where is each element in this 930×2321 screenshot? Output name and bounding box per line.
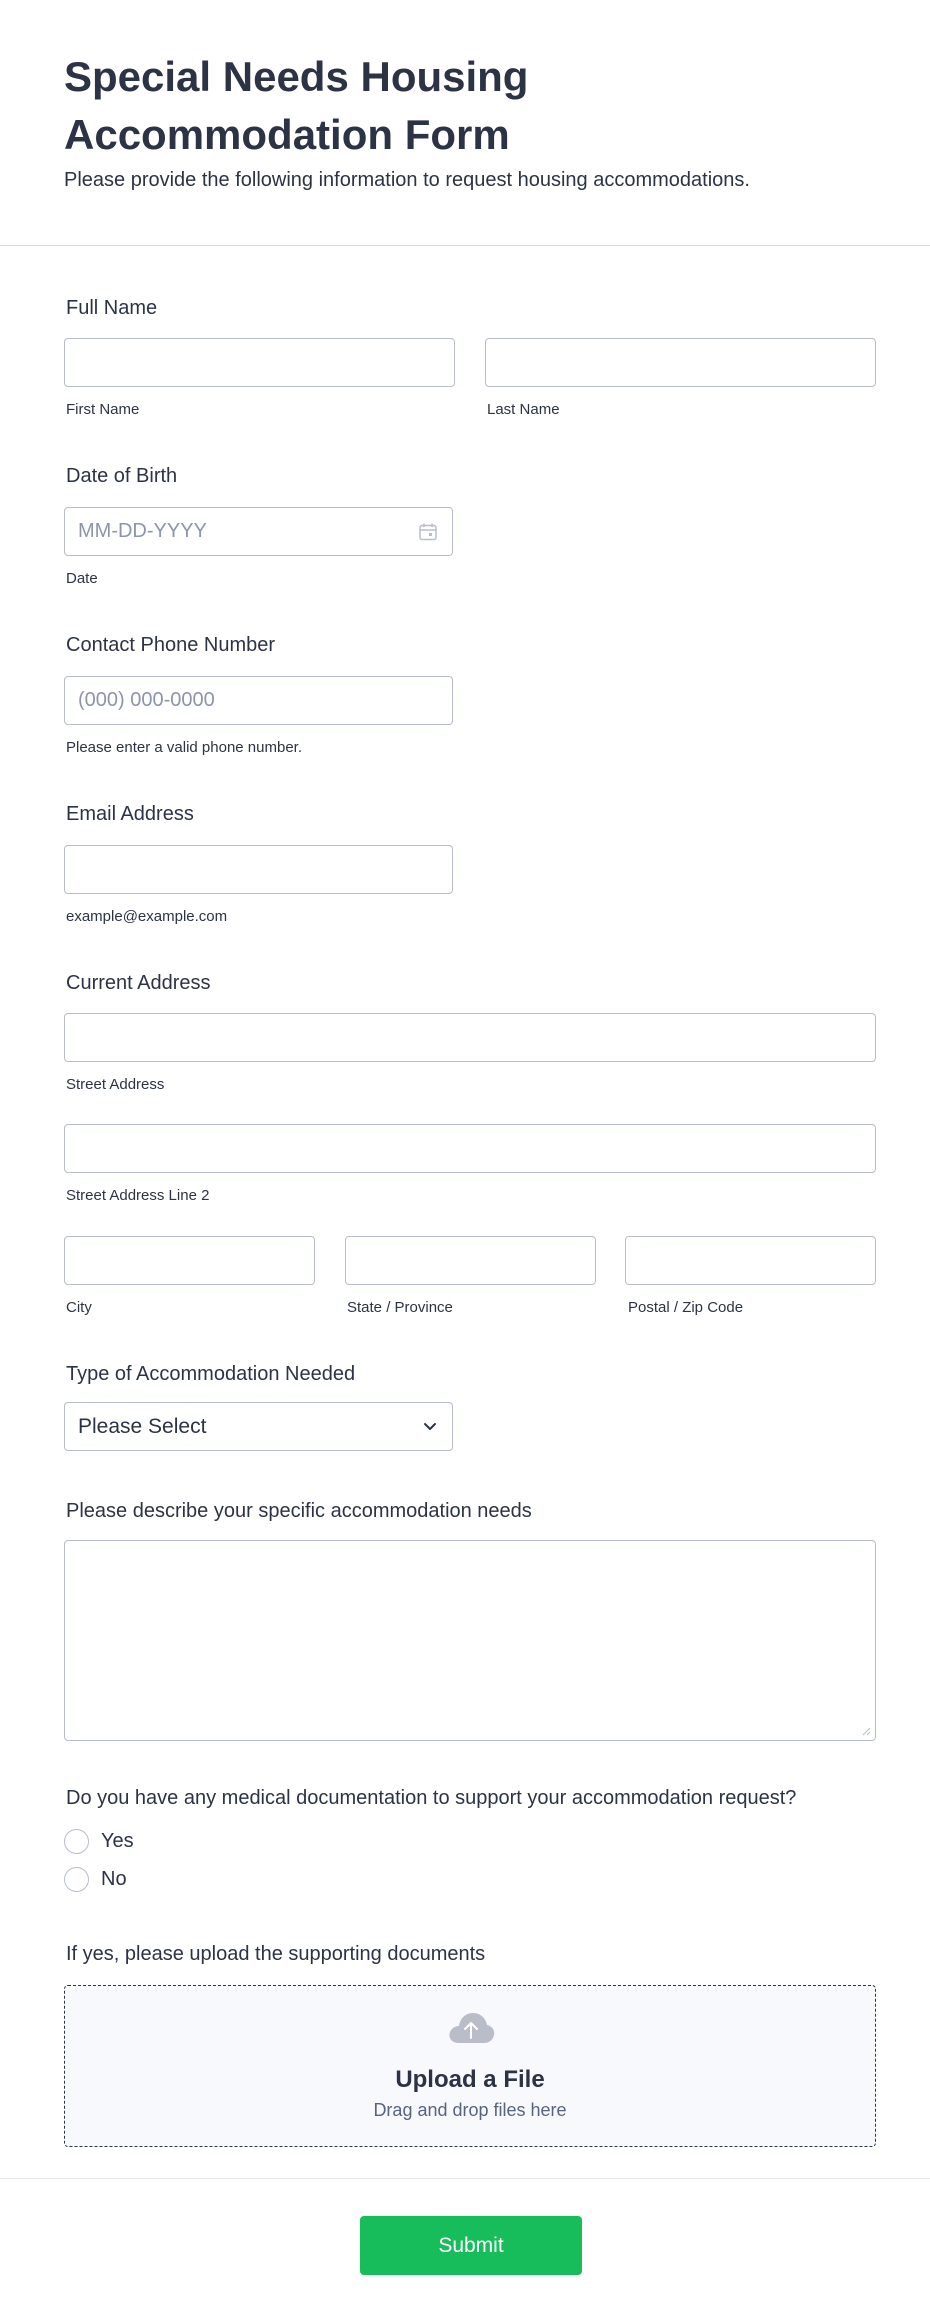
needs-textarea[interactable] [65, 1541, 875, 1740]
full-name-label: Full Name [66, 297, 158, 319]
calendar-icon[interactable] [418, 522, 438, 542]
phone-label: Contact Phone Number [66, 634, 276, 656]
submit-button[interactable]: Submit [360, 2216, 582, 2275]
state-input[interactable] [346, 1237, 595, 1284]
street-address-sublabel: Street Address [66, 1076, 165, 1093]
first-name-input[interactable] [65, 339, 454, 386]
city-sublabel: City [66, 1299, 92, 1316]
dob-field[interactable] [64, 507, 453, 556]
first-name-sublabel: First Name [66, 401, 140, 418]
email-input[interactable] [65, 846, 452, 893]
street-address-2-input[interactable] [65, 1125, 875, 1172]
street-address-2-field[interactable] [64, 1124, 876, 1173]
dob-sublabel: Date [66, 570, 98, 587]
state-field[interactable] [345, 1236, 596, 1285]
address-label: Current Address [66, 972, 211, 994]
resize-handle-icon[interactable] [861, 1726, 871, 1736]
upload-subtitle: Drag and drop files here [373, 2100, 567, 2120]
accommodation-type-value: Please Select [78, 1415, 207, 1438]
last-name-sublabel: Last Name [487, 401, 560, 418]
state-sublabel: State / Province [347, 1299, 453, 1316]
footer-divider [0, 2178, 930, 2179]
accommodation-type-select[interactable] [64, 1402, 453, 1451]
phone-input[interactable] [65, 677, 452, 724]
form-header [0, 0, 930, 246]
city-input[interactable] [65, 1237, 314, 1284]
first-name-field[interactable] [64, 338, 455, 387]
last-name-input[interactable] [486, 339, 875, 386]
zip-field[interactable] [625, 1236, 876, 1285]
file-upload-dropzone[interactable] [64, 1985, 876, 2147]
needs-label: Please describe your specific accommodation needs [66, 1500, 532, 1522]
phone-sublabel: Please enter a valid phone number. [66, 739, 302, 756]
email-field[interactable] [64, 845, 453, 894]
accommodation-type-label: Type of Accommodation Needed [66, 1363, 356, 1385]
needs-textarea-field[interactable] [64, 1540, 876, 1741]
upload-label: If yes, please upload the supporting documents [66, 1943, 486, 1965]
form-subtitle: Please provide the following information to request housing accommodations. [64, 169, 750, 191]
radio-label-yes: Yes [101, 1830, 134, 1852]
zip-input[interactable] [626, 1237, 875, 1284]
email-sublabel: example@example.com [66, 908, 228, 925]
email-label: Email Address [66, 803, 194, 825]
street-address-input[interactable] [65, 1014, 875, 1061]
cloud-upload-icon [447, 2011, 495, 2045]
street-address-field[interactable] [64, 1013, 876, 1062]
dob-input[interactable] [65, 508, 452, 555]
phone-field[interactable] [64, 676, 453, 725]
last-name-field[interactable] [485, 338, 876, 387]
upload-title: Upload a File [395, 2066, 545, 2093]
street-address-2-sublabel: Street Address Line 2 [66, 1187, 210, 1204]
dob-label: Date of Birth [66, 465, 178, 487]
medical-docs-label: Do you have any medical documentation to support your accommodation request? [66, 1787, 797, 1809]
radio-label-no: No [101, 1868, 127, 1890]
radio-circle-no[interactable] [64, 1867, 89, 1892]
form-title: Special Needs Housing Accommodation Form [64, 53, 529, 158]
radio-circle-yes[interactable] [64, 1829, 89, 1854]
chevron-down-icon [422, 1420, 438, 1434]
city-field[interactable] [64, 1236, 315, 1285]
zip-sublabel: Postal / Zip Code [628, 1299, 744, 1316]
